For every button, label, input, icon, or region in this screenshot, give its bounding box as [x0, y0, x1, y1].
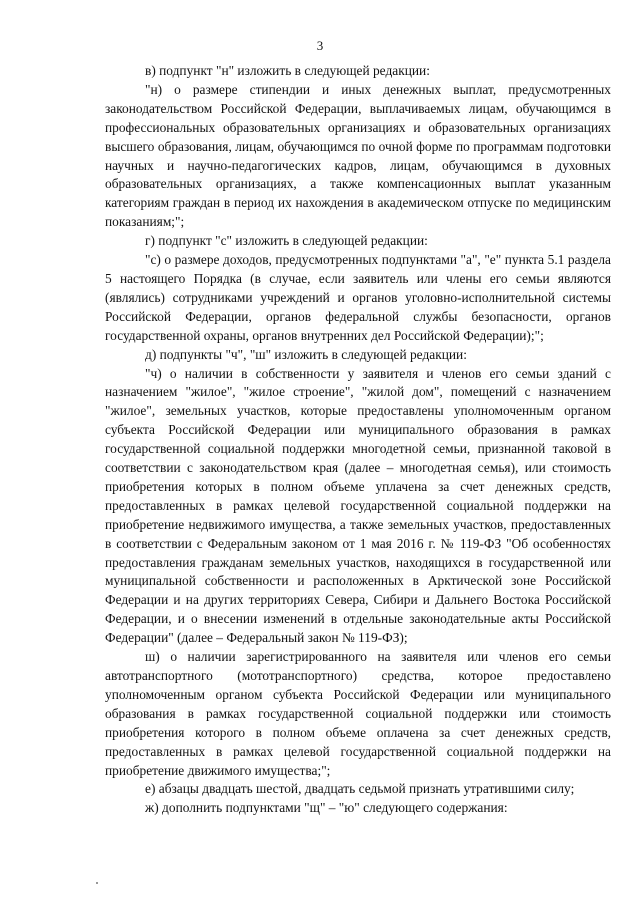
paragraph-s-text: "с) о размере доходов, предусмотренных подпунктами "а", "е" пункта 5.1 раздела 5 настоящего Порядка (в случае, если заявитель или члены его семьи являются (являлись) сотрудниками учреждений и органов уголовно-исполнительной системы Российской Федерации, органов федеральной службы безопасности, органов государственной охраны, органов внутренних дел Российской Федерации);"; — [105, 252, 611, 343]
paragraph-zh-intro: ж) дополнить подпунктами "щ" – "ю" следующего содержания: — [145, 800, 508, 816]
paragraph-n-text: "н) о размере стипендии и иных денежных выплат, предусмотренных законодательством Российской Федерации, выплачиваемых лицам, обучающимся в профессиональных образовательных организациях и образовательных организациях высшего образования, лицам, обучающимся по очной форме по программам подготовки научных и научно-педагогических кадров, лицам, обучающимся в духовных образовательных организациях, а также компенсационных выплат указанным категориям граждан в период их нахождения в академическом отпуске по медицинским показаниям;"; — [105, 81, 611, 230]
paragraph-g-intro: г) подпункт "с" изложить в следующей редакции: — [145, 233, 428, 249]
paragraph-sh-text: ш) о наличии зарегистрированного на заявителя или членов его семьи автотранспортного (мототранспортного) средства, которое предоставлено уполномоченным органом субъекта Российской Федерации или муниципального образования в рамках государственной социальной поддержки или стоимость приобретения которого в полном объеме оплачена за счет денежных средств, предоставленных в рамках целевой государственной социальной поддержки на приобретение движимого имущества;"; — [105, 649, 611, 778]
paragraph-ch-text: "ч) о наличии в собственности у заявителя и членов его семьи зданий с назначением "жилое", "жилое строение", "жилой дом", помещений с назначением "жилое", земельных участков, которые предоставлены уполномоченным органом субъекта Российской Федерации или муниципального образования в рамках государственной социальной поддержки многодетной семьи, признанной таковой в соответствии с законодательством края (далее – многодетная семья), или стоимость приобретения которых в полном объеме уплачена за счет денежных средств, предоставленных в рамках целевой государственной социальной поддержки на приобретение недвижимого имущества, а также земельных участков, предоставленных в соответствии с Федеральным законом от 1 мая 2016 г. № 119-ФЗ "Об особенностях предоставления гражданам земельных участков, находящихся в государственной или муниципальной собственности и расположенных в Арктической зоне Российской Федерации и на других территориях Севера, Сибири и Дальнего Востока Российской Федерации, и о внесении изменений в отдельные законодательные акты Российской Федерации" (далее – Федеральный закон № 119-ФЗ); — [105, 365, 611, 646]
scan-speck — [96, 882, 98, 884]
document-body — [105, 62, 611, 818]
paragraph-v-intro: в) подпункт "н" изложить в следующей редакции: — [145, 63, 430, 78]
paragraph-e-text: е) абзацы двадцать шестой, двадцать седьмой признать утратившими силу; — [145, 781, 575, 797]
page-number: 3 — [316, 38, 324, 53]
paragraph-d-intro: д) подпункты "ч", "ш" изложить в следующей редакции: — [145, 346, 467, 362]
